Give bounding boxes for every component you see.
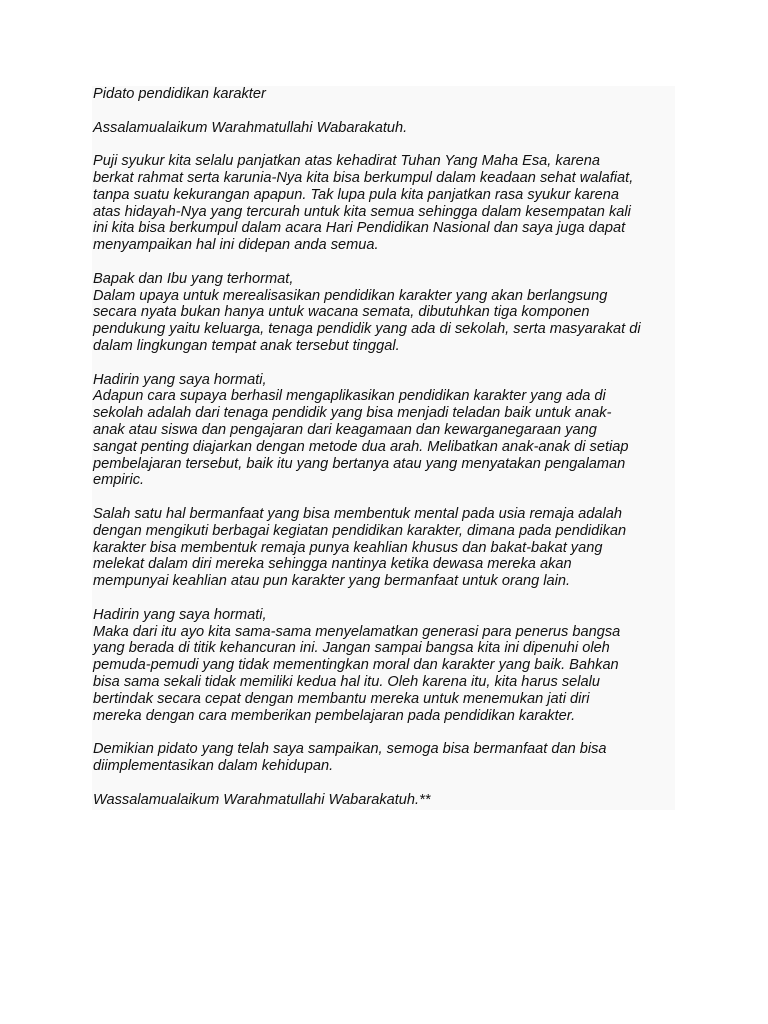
paragraph-1-line: Puji syukur kita selalu panjatkan atas kehadirat Tuhan Yang Maha Esa, karena bbox=[93, 153, 601, 169]
document-title: Pidato pendidikan karakter bbox=[93, 86, 266, 102]
paragraph-3-line: sangat penting diajarkan dengan metode dua arah. Melibatkan anak-anak di setiap bbox=[93, 439, 629, 455]
greeting-line: Assalamualaikum Warahmatullahi Wabarakatuh. bbox=[93, 120, 408, 136]
closing-line: diimplementasikan dalam kehidupan. bbox=[93, 758, 334, 774]
paragraph-5-line: pemuda-pemudi yang tidak mementingkan moral dan karakter yang baik. Bahkan bbox=[93, 657, 619, 673]
paragraph-3-line: Hadirin yang saya hormati, bbox=[93, 372, 267, 388]
paragraph-2-line: pendukung yaitu keluarga, tenaga pendidik yang ada di sekolah, serta masyarakat di bbox=[93, 321, 641, 337]
paragraph-1-line: berkat rahmat serta karunia-Nya kita bisa berkumpul dalam keadaan sehat walafiat, bbox=[93, 170, 634, 186]
paragraph-5-line: Hadirin yang saya hormati, bbox=[93, 607, 267, 623]
paragraph-1-line: tanpa suatu kekurangan apapun. Tak lupa pula kita panjatkan rasa syukur karena bbox=[93, 187, 620, 203]
paragraph-2-line: Bapak dan Ibu yang terhormat, bbox=[93, 271, 294, 287]
paragraph-4-line: karakter bisa membentuk remaja punya keahlian khusus dan bakat-bakat yang bbox=[93, 540, 603, 556]
paragraph-4-line: dengan mengikuti berbagai kegiatan pendidikan karakter, dimana pada pendidikan bbox=[93, 523, 627, 539]
paragraph-5-line: bisa sama sekali tidak memiliki kedua hal itu. Oleh karena itu, kita harus selalu bbox=[93, 674, 600, 690]
paragraph-5-line: Maka dari itu ayo kita sama-sama menyelamatkan generasi para penerus bangsa bbox=[93, 624, 621, 640]
paragraph-4-line: melekat dalam diri mereka sehingga nantinya ketika dewasa mereka akan bbox=[93, 556, 572, 572]
farewell-line: Wassalamualaikum Warahmatullahi Wabarakatuh.** bbox=[93, 792, 431, 808]
paragraph-5-line: yang berada di titik kehancuran ini. Jangan sampai bangsa kita ini dipenuhi oleh bbox=[93, 640, 610, 656]
paragraph-3-line: pembelajaran tersebut, baik itu yang bertanya atau yang menyatakan pengalaman bbox=[93, 456, 626, 472]
paragraph-3-line: Adapun cara supaya berhasil mengaplikasikan pendidikan karakter yang ada di bbox=[93, 388, 606, 404]
paragraph-1-line: atas hidayah-Nya yang tercurah untuk kita semua sehingga dalam kesempatan kali bbox=[93, 204, 631, 220]
paragraph-3-line: empiric. bbox=[93, 472, 145, 488]
paragraph-3-line: sekolah adalah dari tenaga pendidik yang bisa menjadi teladan baik untuk anak- bbox=[93, 405, 612, 421]
paragraph-3-line: anak atau siswa dan pengajaran dari keagamaan dan kewarganegaraan yang bbox=[93, 422, 597, 438]
paragraph-2-line: Dalam upaya untuk merealisasikan pendidikan karakter yang akan berlangsung bbox=[93, 288, 608, 304]
speech-text-block bbox=[92, 86, 675, 810]
paragraph-5-line: mereka dengan cara memberikan pembelajaran pada pendidikan karakter. bbox=[93, 708, 576, 724]
closing-line: Demikian pidato yang telah saya sampaikan, semoga bisa bermanfaat dan bisa bbox=[93, 741, 607, 757]
paragraph-2-line: secara nyata bukan hanya untuk wacana semata, dibutuhkan tiga komponen bbox=[93, 304, 590, 320]
paragraph-1-line: ini kita bisa berkumpul dalam acara Hari Pendidikan Nasional dan saya juga dapat bbox=[93, 220, 626, 236]
paragraph-2-line: dalam lingkungan tempat anak tersebut tinggal. bbox=[93, 338, 400, 354]
paragraph-5-line: bertindak secara cepat dengan membantu mereka untuk menemukan jati diri bbox=[93, 691, 590, 707]
paragraph-1-line: menyampaikan hal ini didepan anda semua. bbox=[93, 237, 379, 253]
paragraph-4-line: mempunyai keahlian atau pun karakter yang bermanfaat untuk orang lain. bbox=[93, 573, 571, 589]
paragraph-4-line: Salah satu hal bermanfaat yang bisa membentuk mental pada usia remaja adalah bbox=[93, 506, 622, 522]
